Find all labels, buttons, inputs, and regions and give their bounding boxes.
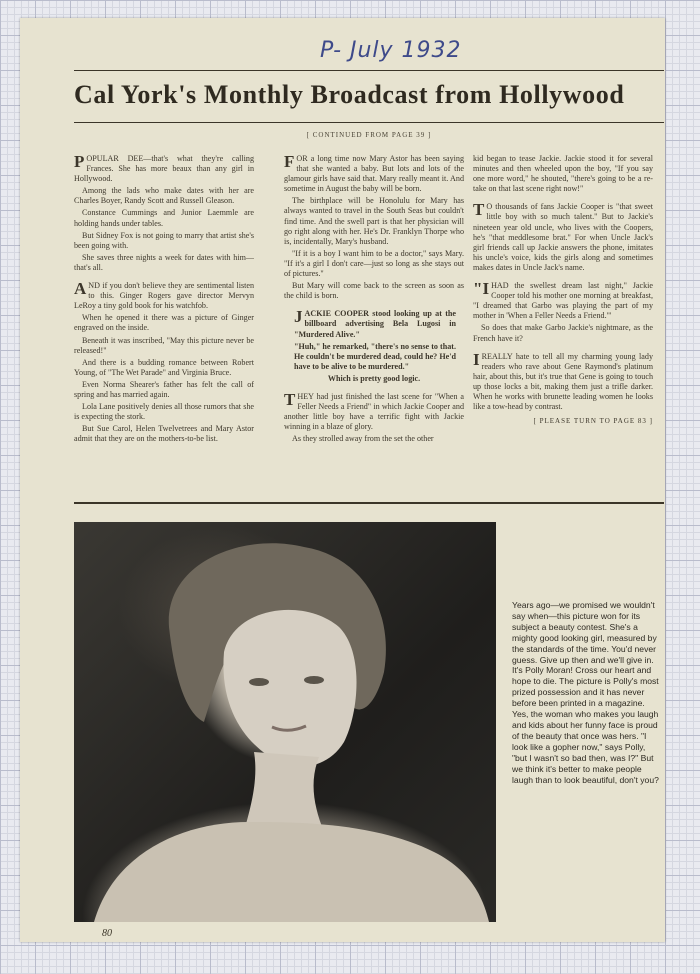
drop-cap: A (74, 279, 87, 299)
col1-paragraph: And there is a budding romance between Robert Young, of "The Wet Parade" and Virginia Bruce. (74, 357, 254, 377)
col1-paragraph: But Sue Carol, Helen Twelvetrees and Mary Astor admit that they are on the mothers-to-be list. (74, 424, 254, 444)
col1-paragraph: Constance Cummings and Junior Laemmle are holding hands under tables. (74, 208, 254, 228)
drop-cap: I (473, 349, 480, 369)
magazine-page (20, 18, 665, 942)
col1-paragraph: Among the lads who make dates with her are Charles Boyer, Randy Scott and Russell Gleason. (74, 186, 254, 206)
col2-boxed-item: Which is pretty good logic. (327, 373, 421, 383)
col2-paragraph: But Mary will come back to the screen as soon as the child is born. (284, 281, 464, 301)
continued-on: [ PLEASE TURN TO PAGE 83 ] (533, 417, 653, 426)
portrait-figure (74, 522, 496, 922)
page-number: 80 (102, 928, 112, 939)
portrait-photo (74, 522, 496, 922)
col1-paragraph: Lola Lane positively denies all those rumors that she is expecting the stork. (74, 402, 254, 422)
section-rule (74, 502, 664, 504)
title-rule-bottom (74, 122, 664, 123)
col1-paragraph: Beneath it was inscribed, "May this picture never be released!" (74, 335, 254, 355)
col1-paragraph: POPULAR DEE—that's what they're calling Frances. She has more beaux than any girl in Hollywood. (74, 154, 254, 184)
col2-paragraph: THEY had just finished the last scene for "When a Feller Needs a Friend" in which Jackie Cooper and another little boy have a terrific fight with Jackie winning in a blaze of glory. (284, 389, 464, 432)
handwritten-note: P- July 1932 (320, 38, 462, 63)
col2-boxed-item: JACKIE COOPER stood looking up at the billboard advertising Bela Lugosi in "Murdered Alive." (294, 307, 456, 339)
drop-cap: "I (473, 279, 490, 299)
continued-from: [ CONTINUED FROM PAGE 39 ] (306, 131, 432, 139)
drop-cap: T (473, 200, 485, 220)
photo-caption: Years ago—we promised we wouldn't say when—this picture won for its subject a beauty contest. She's a mighty good looking girl, measured by the standards of the time. You'd never guess. Give up then and we'll give in. It's Polly Moran! Cross our heart and hope to die. The picture is Polly's most prized possession and it has never before been printed in a magazine. Yes, the woman who makes you laugh and kids about her funny face is proud of the beauty that once was hers. "I look like a gopher now," says Polly, "but I wasn't so bad then, was I?" But we think it's better to make people laugh than to look beautiful, don't you? (512, 600, 659, 785)
col2-boxed-item: "Huh," he remarked, "there's no sense to that. He couldn't be murdered dead, could he? He'd have to be alive to be murdered." (294, 341, 456, 371)
col3-paragraph: T O thousands of fans Jackie Cooper is "that sweet little boy with so much talent." But to Jackie's nineteen year old uncle, who lives with the Coopers, he's "that meddlesome brat." For when Uncle Jack's girl friends call up Jackie answers the phone, imitates his uncle's voice, kids the girls along and sometimes makes dates in Uncle Jack's name. (473, 200, 653, 272)
page-title: Cal York's Monthly Broadcast from Hollywood (74, 80, 625, 109)
col2-paragraph: The birthplace will be Honolulu for Mary has always wanted to travel in the South Seas but couldn't find time. And the swell part is that her physician will go right along with her. He's Dr. Franklyn Thorpe who is, incidentally, Mary's husband. (284, 196, 464, 246)
col3-paragraph: I REALLY hate to tell all my charming young lady readers who rave about Gene Raymond's platinum hair, about this, but it's true that Gene is going to touch up those locks a bit, making them just a trifle darker. When he works with brunette leading women he looks like a tow-head by contrast. (473, 349, 653, 412)
drop-cap: T (284, 389, 296, 409)
col3-paragraph: So does that make Garbo Jackie's nightmare, as the French have it? (473, 323, 653, 343)
drop-cap: J (294, 307, 303, 327)
col3-paragraph: "I HAD the swellest dream last night," Jackie Cooper told his mother one morning at breakfast, "I dreamed that Garbo was playing the part of my mother in 'When a Feller Needs a Friend.'" (473, 279, 653, 321)
column-3 (473, 154, 653, 504)
col2-paragraph: As they strolled away from the set the other (292, 434, 434, 444)
col1-paragraph: AND if you don't believe they are sentimental listen to this. Ginger Rogers gave director Mervyn LeRoy a tiny gold book for his watchfob. (74, 279, 254, 311)
column-1 (74, 154, 254, 504)
drop-cap: F (284, 154, 295, 171)
col2-paragraph: "If it is a boy I want him to be a doctor," says Mary. "If it's a girl I don't care—just so long as she stays out of pictures." (284, 248, 464, 279)
title-rule-top (74, 70, 664, 71)
drop-cap: P (74, 154, 85, 171)
col1-paragraph: When he opened it there was a picture of Ginger engraved on the inside. (74, 313, 254, 333)
column-2 (284, 154, 464, 504)
col1-paragraph: She saves three nights a week for dates with him—that's all. (74, 252, 254, 272)
col3-paragraph: kid began to tease Jackie. Jackie stood it for several minutes and then wheeled upon the boy, "If you say one more word," he shouted, "there's going to be a re-take on that last scene right now!" (473, 154, 653, 194)
col1-paragraph: Even Norma Shearer's father has felt the call of spring and has married again. (74, 379, 254, 399)
col2-paragraph: FOR a long time now Mary Astor has been saying that she wanted a baby. But lots and lots of the glamour girls have said that. Mary really meant it. And sometime in August the baby will be born. (284, 154, 464, 194)
col1-paragraph: But Sidney Fox is not going to marry that artist she's been going with. (74, 230, 254, 250)
